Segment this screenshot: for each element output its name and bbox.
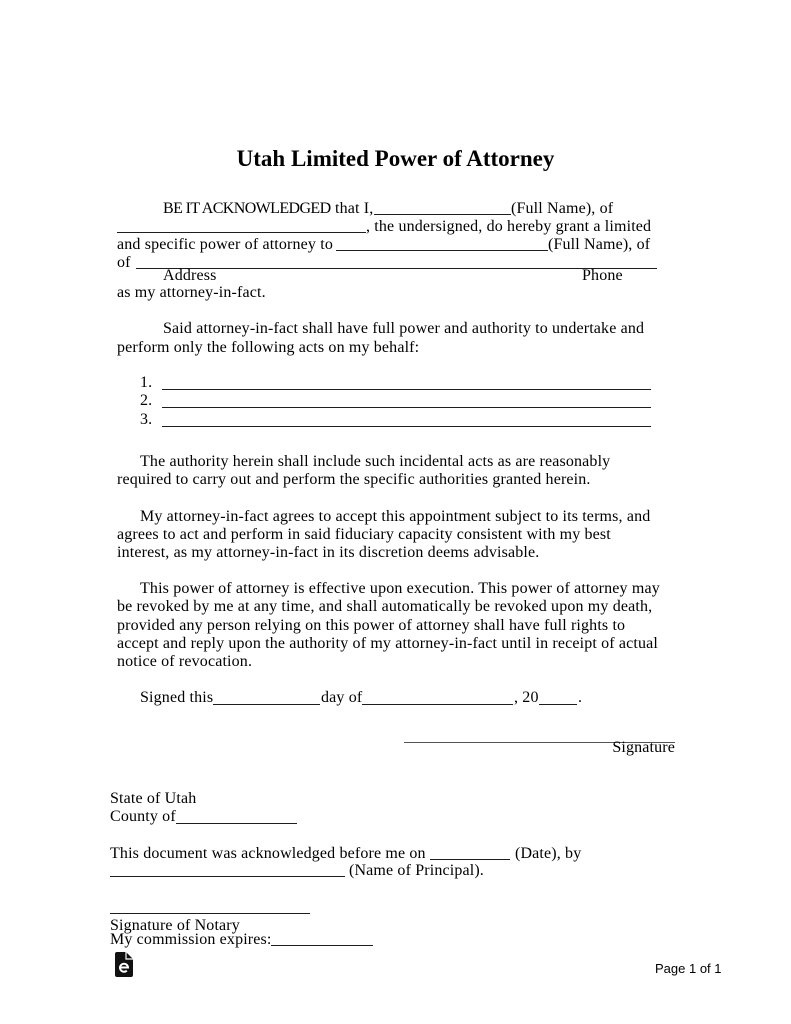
acknowledged-heading: BE IT ACKNOWLEDGED bbox=[163, 200, 331, 217]
paragraph-line: required to carry out and perform the specific authorities granted herein. bbox=[117, 471, 591, 488]
specific-power-text: and specific power of attorney to bbox=[117, 236, 333, 253]
undersigned-grant-text: , the undersigned, do hereby grant a limited bbox=[366, 218, 652, 235]
attorney-in-fact-text: as my attorney-in-fact. bbox=[117, 284, 266, 301]
of-label: of bbox=[117, 254, 131, 271]
commission-expires-label: My commission expires: bbox=[110, 931, 272, 948]
notary-acknowledgment-text: This document was acknowledged before me on bbox=[110, 845, 426, 862]
act-blank bbox=[162, 407, 651, 408]
paragraph-line: The authority herein shall include such incidental acts as are reasonably bbox=[140, 453, 611, 470]
act-number: 1. bbox=[140, 374, 153, 391]
paragraph-line: accept and reply upon the authority of my attorney-in-fact until in receipt of actual bbox=[117, 635, 658, 652]
day-of-label: day of bbox=[321, 689, 363, 706]
paragraph-line: My attorney-in-fact agrees to accept this appointment subject to its terms, and bbox=[140, 508, 651, 525]
signed-month-blank bbox=[362, 704, 513, 705]
paragraph-line: agrees to act and perform in said fiduciary capacity consistent with my best bbox=[117, 526, 611, 543]
signed-year-blank bbox=[539, 704, 577, 705]
paragraph-line: interest, as my attorney-in-fact in its discretion deems advisable. bbox=[117, 544, 540, 561]
paragraph-line: This power of attorney is effective upon execution. This power of attorney may bbox=[140, 580, 660, 597]
signed-period: . bbox=[578, 689, 583, 706]
acknowledgment-date-blank bbox=[430, 859, 510, 860]
page-number: Page 1 of 1 bbox=[655, 961, 722, 976]
signature-label: Signature bbox=[612, 739, 675, 756]
principal-name-label: (Name of Principal). bbox=[349, 862, 484, 879]
principal-name-blank bbox=[374, 214, 511, 215]
date-label: (Date), by bbox=[515, 845, 582, 862]
commission-expires-blank bbox=[271, 945, 373, 946]
state-label: State of Utah bbox=[110, 790, 197, 807]
powers-line: perform only the following acts on my behalf: bbox=[117, 339, 420, 356]
act-number: 2. bbox=[140, 392, 153, 409]
principal-address-blank bbox=[117, 232, 366, 233]
county-label: County of bbox=[110, 808, 176, 825]
county-blank bbox=[176, 823, 297, 824]
principal-full-name-label: (Full Name), of bbox=[511, 200, 614, 217]
paragraph-line: be revoked by me at any time, and shall automatically be revoked upon my death, bbox=[117, 598, 653, 615]
principal-name-blank bbox=[110, 876, 345, 877]
that-i-text: that I, bbox=[335, 200, 374, 217]
act-blank bbox=[162, 389, 651, 390]
powers-line: Said attorney-in-fact shall have full power and authority to undertake and bbox=[163, 320, 645, 337]
page-title: Utah Limited Power of Attorney bbox=[236, 146, 555, 171]
paragraph-line: provided any person relying on this power of attorney shall have full rights to bbox=[117, 617, 626, 634]
attorney-name-blank bbox=[336, 250, 548, 251]
attorney-full-name-label: (Full Name), of bbox=[548, 236, 651, 253]
eforms-logo-icon bbox=[115, 952, 133, 977]
act-number: 3. bbox=[140, 411, 153, 428]
notary-signature-line bbox=[110, 913, 310, 914]
signed-day-blank bbox=[213, 704, 320, 705]
signed-this-label: Signed this bbox=[140, 689, 214, 706]
paragraph-line: notice of revocation. bbox=[117, 653, 253, 670]
notary-signature-label: Signature of Notary bbox=[110, 917, 240, 934]
year-prefix-label: , 20 bbox=[514, 689, 539, 706]
act-blank bbox=[162, 426, 651, 427]
address-label: Address bbox=[163, 267, 217, 284]
phone-label: Phone bbox=[582, 267, 623, 284]
